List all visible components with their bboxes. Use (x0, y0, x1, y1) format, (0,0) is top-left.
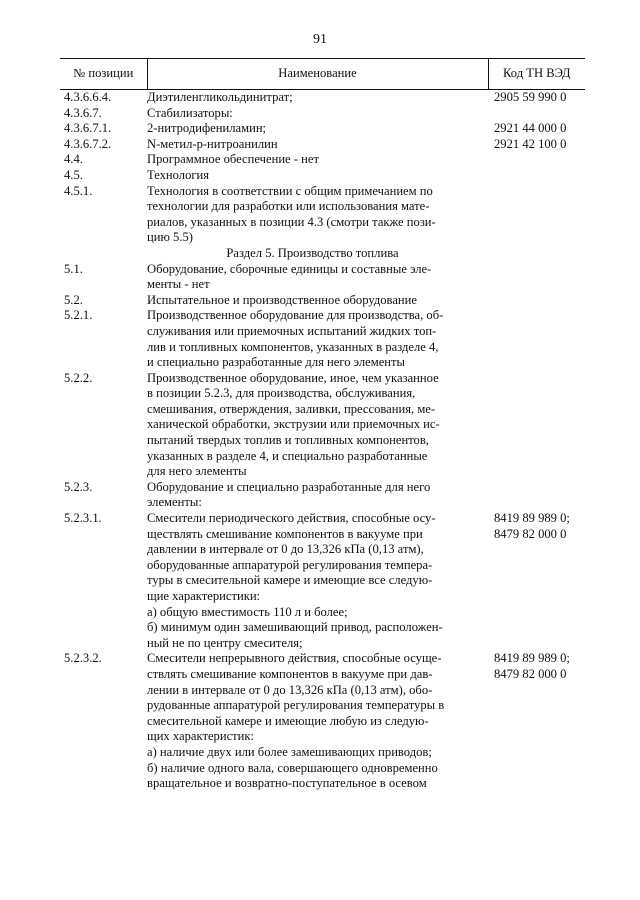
name-line: ный не по центру смесителя; (147, 635, 303, 650)
name-line: вращательное и возвратно-поступательное в осевом (147, 776, 427, 791)
name-line: а) наличие двух или более замешивающих приводов; (147, 744, 432, 759)
name-line: пытаний твердых топлив и топливных компонентов, (147, 433, 429, 448)
name-line: Испытательное и производственное оборудование (147, 292, 417, 307)
name-line: технологии для разработки или использования мате- (147, 199, 430, 214)
table-row (60, 480, 585, 511)
name-line: оборудованные аппаратурой регулирования темпера- (147, 557, 433, 572)
position-cell: 5.1. (64, 261, 83, 276)
name-cell (147, 511, 488, 651)
name-line: туры в смесительной камере и имеющие все следую- (147, 573, 433, 588)
table-row (60, 106, 585, 122)
code-cell (488, 371, 585, 480)
name-line: для него элементы (147, 464, 247, 479)
name-line: Диэтиленгликольдинитрат; (147, 90, 293, 104)
position-cell: 4.3.6.7. (64, 105, 102, 120)
name-line: смешивания, отверждения, заливки, прессования, ме- (147, 401, 436, 416)
table-row (60, 137, 585, 153)
position-cell: 4.5. (64, 167, 83, 182)
name-line: щих характеристик: (147, 729, 255, 744)
name-line: давлении в интервале от 0 до 13,326 кПа (0,13 атм), (147, 542, 424, 557)
table-row (60, 152, 585, 168)
name-line: лении в интервале от 0 до 13,326 кПа (0,13 атм), обо- (147, 682, 433, 697)
table-row (60, 293, 585, 309)
name-line: Производственное оборудование, иное, чем указанное (147, 370, 439, 385)
code-cell (488, 106, 585, 122)
section-position-cell (60, 246, 147, 262)
code-cell (488, 168, 585, 184)
name-line: Технология в соответствии с общим примечанием по (147, 183, 433, 198)
table-header-row (60, 59, 585, 90)
name-line: Программное обеспечение - нет (147, 152, 319, 167)
name-line: N-метил-р-нитроанилин (147, 136, 278, 151)
position-cell: 5.2.3.1. (64, 511, 102, 526)
name-line: ществлять смешивание компонентов в вакууме при (147, 526, 423, 541)
name-cell (147, 137, 488, 153)
name-line: а) общую вместимость 110 л и более; (147, 604, 348, 619)
name-line: б) минимум один замешивающий привод, расположен- (147, 620, 443, 635)
position-cell: 5.2.3.2. (64, 651, 102, 666)
section-code-cell (488, 246, 585, 262)
position-cell: 4.4. (64, 152, 83, 167)
name-line: ствлять смешивание компонентов в вакууме при дав- (147, 666, 433, 681)
name-cell (147, 308, 488, 370)
table-row (60, 262, 585, 293)
table-row (60, 371, 585, 480)
name-line: лив и топливных компонентов, указанных в разделе 4, (147, 339, 439, 354)
name-line: щие характеристики: (147, 589, 261, 603)
header-position: № позиции (60, 59, 147, 90)
name-line: в позиции 5.2.3, для производства, обслуживания, (147, 386, 416, 401)
name-line: элементы: (147, 495, 202, 510)
code-cell (488, 480, 585, 511)
name-line: б) наличие одного вала, совершающего одновременно (147, 760, 438, 775)
name-line: Технология (147, 167, 210, 182)
name-line: 2-нитродифениламин; (147, 121, 267, 136)
name-line: Стабилизаторы: (147, 105, 233, 120)
table-row (60, 90, 585, 106)
name-cell (147, 152, 488, 168)
name-cell (147, 106, 488, 122)
name-line: Оборудование, сборочные единицы и составные эле- (147, 261, 432, 276)
name-line: Смесители периодического действия, способные осу- (147, 511, 436, 526)
position-cell: 4.3.6.6.4. (64, 90, 112, 104)
position-cell: 4.3.6.7.2. (64, 136, 112, 151)
table-row (60, 511, 585, 651)
code-cell (488, 262, 585, 293)
name-cell (147, 168, 488, 184)
name-cell (147, 90, 488, 106)
name-cell (147, 371, 488, 480)
table-row (60, 651, 585, 791)
name-line: Смесители непрерывного действия, способные осуще- (147, 651, 442, 666)
section-title: Раздел 5. Производство топлива (226, 245, 399, 260)
position-cell: 4.5.1. (64, 183, 93, 198)
code-cell: 2905 59 990 0 (494, 90, 567, 104)
name-line: смесительной камере и имеющие любую из следую- (147, 713, 429, 728)
goods-table (60, 58, 585, 792)
name-cell (147, 121, 488, 137)
position-cell: 4.3.6.7.1. (64, 121, 112, 136)
table-row (60, 168, 585, 184)
header-name: Наименование (147, 59, 488, 90)
header-code: Код ТН ВЭД (488, 59, 585, 90)
name-cell (147, 480, 488, 511)
name-line: цию 5.5) (147, 230, 193, 245)
name-line: риалов, указанных в позиции 4.3 (смотри также пози- (147, 214, 436, 229)
code-cell: 8419 89 989 0; 8479 82 000 0 (494, 511, 570, 541)
name-line: менты - нет (147, 277, 210, 292)
name-cell (147, 262, 488, 293)
code-cell (488, 152, 585, 168)
name-line: рудованные аппаратурой регулирования температуры в (147, 698, 445, 713)
name-line: указанных в разделе 4, и специально разработанные (147, 448, 428, 463)
code-cell (488, 308, 585, 370)
name-cell (147, 293, 488, 309)
section-heading-row (60, 246, 585, 262)
table-body (60, 90, 585, 792)
position-cell: 5.2.1. (64, 308, 93, 323)
name-line: Производственное оборудование для производства, об- (147, 308, 444, 323)
name-line: служивания или приемочных испытаний жидких топ- (147, 323, 437, 338)
position-cell: 5.2. (64, 292, 83, 307)
position-cell: 5.2.2. (64, 370, 93, 385)
code-cell: 2921 42 100 0 (494, 136, 567, 151)
name-cell (147, 651, 488, 791)
table-row (60, 308, 585, 370)
table-row (60, 121, 585, 137)
code-cell (488, 184, 585, 246)
name-line: ханической обработки, экструзии или приемочных ис- (147, 417, 440, 432)
page-number: 91 (313, 32, 327, 47)
position-cell: 5.2.3. (64, 479, 93, 494)
code-cell: 8419 89 989 0; 8479 82 000 0 (494, 651, 570, 681)
table-row (60, 184, 585, 246)
code-cell: 2921 44 000 0 (494, 121, 567, 136)
name-cell (147, 184, 488, 246)
name-line: Оборудование и специально разработанные для него (147, 479, 431, 494)
code-cell (488, 293, 585, 309)
name-line: и специально разработанные для него элементы (147, 355, 405, 370)
